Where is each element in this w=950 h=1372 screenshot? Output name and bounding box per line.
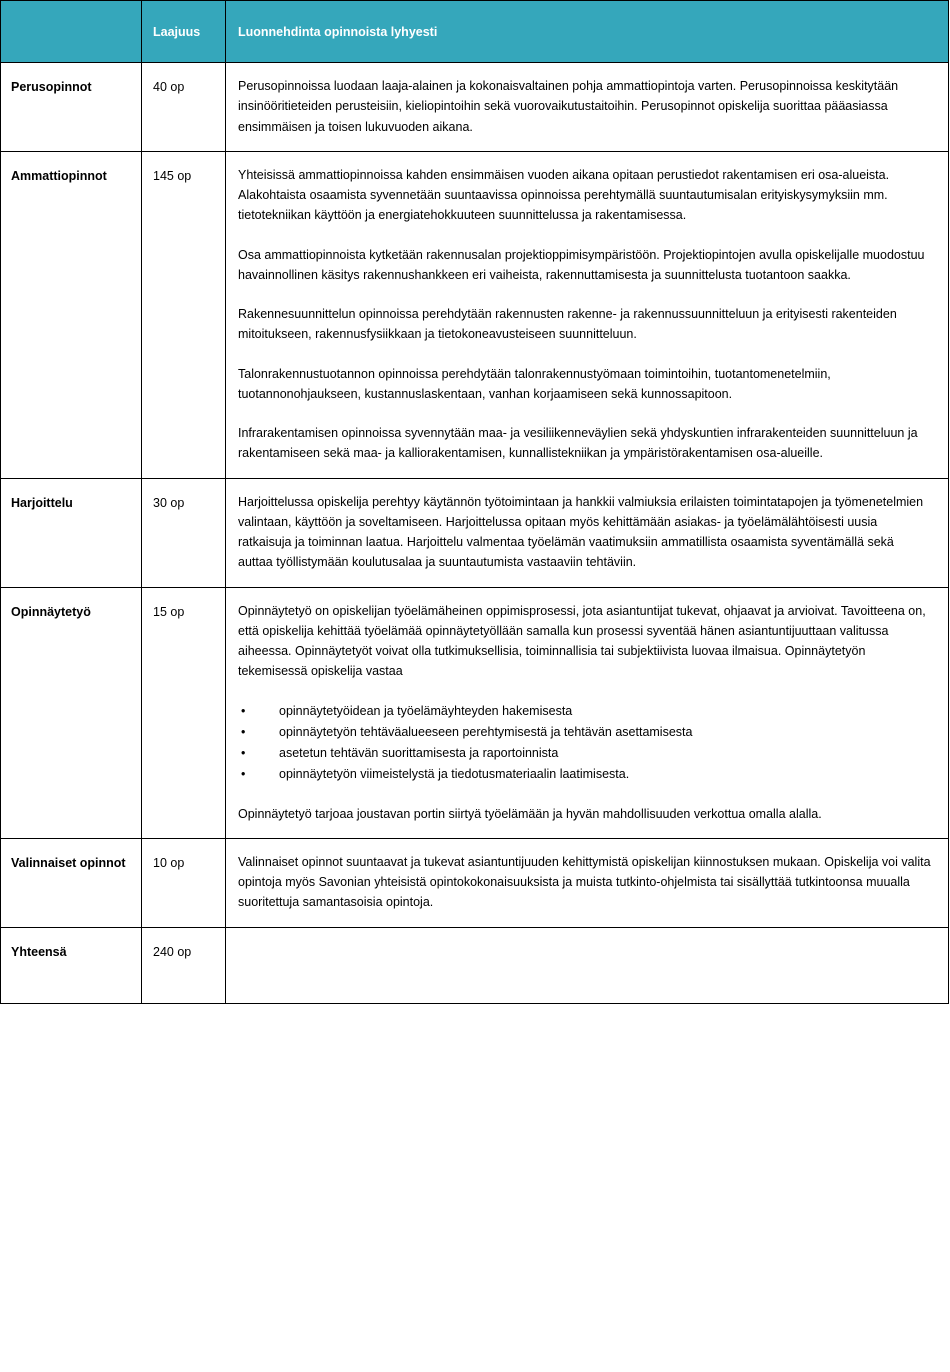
list-item: • opinnäytetyön tehtäväalueeseen perehtymisestä ja tehtävän asettamisesta: [238, 722, 932, 742]
row-name: Perusopinnot: [1, 63, 142, 152]
row-credits: 10 op: [142, 838, 226, 927]
description-paragraph: Osa ammattiopinnoista kytketään rakennusalan projektioppimisympäristöön. Projektiopintojen avulla opiskelijalle muodostuu havainnollinen käsitys rakennushankkeen eri vaiheista, rakennuttamisesta ja suunnittelusta tuotantoon saakka.: [238, 247, 925, 282]
description-bullet-list: [238, 701, 932, 785]
table-header-row: [1, 1, 949, 63]
description-paragraph: Opinnäytetyö on opiskelijan työelämäheinen oppimisprosessi, jota asiantuntijat tukevat, ohjaavat ja arvioivat. Tavoitteena on, että opiskelija kehittää työelämää opinnäytetyöllään samalla kun prosessi syventää hänen asiantuntijuuttaan valitussa aiheessa. Opinnäytetyöt voivat olla tutkimuksellisia, toiminnallisia tai subjektiivista luovaa ilmaisua. Opinnäytetyön tekemisessä opiskelija vastaa: [238, 603, 926, 679]
table-body: [1, 63, 949, 1004]
row-name: Yhteensä: [1, 927, 142, 1003]
description-paragraph: Perusopinnoissa luodaan laaja-alainen ja kokonaisvaltainen pohja ammattiopintoja varten. Perusopinnoissa keskitytään insinööritieteiden perusteisiin, kieliopintoihin sekä vuorovaikutustaitoihin. Perusopinnot opiskelija suorittaa pääasiassa ensimmäisen ja toisen lukuvuoden aikana.: [238, 79, 899, 134]
table-row-total: [1, 927, 949, 1003]
description-paragraph: Infrarakentamisen opinnoissa syvennytään maa- ja vesiliikenneväylien sekä yhdyskuntien infrarakenteiden suunnitteluun ja rakentamiseen sekä maa- ja kalliorakentamisen, kunnallistekniikan ja ympäristörakentamisen osa-alueille.: [238, 426, 918, 461]
row-credits: 15 op: [142, 587, 226, 838]
row-credits: 40 op: [142, 63, 226, 152]
description-paragraph: Rakennesuunnittelun opinnoissa perehdytään rakennusten rakenne- ja rakennussuunnitteluun ja erityisesti rakenteiden mitoitukseen, rakennusfysiikkaan ja tietokoneavusteiseen suunnitteluun.: [238, 307, 897, 342]
row-name: Valinnaiset opinnot: [1, 838, 142, 927]
table-row: [1, 63, 949, 152]
row-name: Ammattiopinnot: [1, 151, 142, 478]
list-item: • opinnäytetyön viimeistelystä ja tiedotusmateriaalin laatimisesta.: [238, 764, 932, 784]
description-paragraph: Valinnaiset opinnot suuntaavat ja tukevat asiantuntijuuden kehittymistä opiskelijan kiinnostuksen mukaan. Opiskelija voi valita opintoja myös Savonian yhteisistä opintokokonaisuuksista ja muista tutkinto-ohjelmista tai sisällyttää tutkintoonsa muualla suoritettuja samantasoisia opintoja.: [238, 854, 931, 910]
row-description: [226, 838, 949, 927]
row-description: [226, 927, 949, 1003]
row-credits: 30 op: [142, 478, 226, 587]
header-cell-name: [1, 1, 142, 63]
row-credits: 145 op: [142, 151, 226, 478]
description-closing-paragraph: Opinnäytetyö tarjoaa joustavan portin siirtyä työelämään ja hyvän mahdollisuuden verkottua omalla alalla.: [238, 806, 822, 821]
description-paragraph: Talonrakennustuotannon opinnoissa perehdytään talonrakennustyömaan toimintoihin, tuotantomenetelmiin, tuotannonohjaukseen, kustannuslaskentaan, vanhan korjaamiseen sekä kunnossapitoon.: [238, 366, 831, 401]
row-name: Opinnäytetyö: [1, 587, 142, 838]
row-credits: 240 op: [142, 927, 226, 1003]
row-description: [226, 478, 949, 587]
table-row: [1, 838, 949, 927]
list-item: • opinnäytetyöidean ja työelämäyhteyden hakemisesta: [238, 701, 932, 721]
list-item: • asetetun tehtävän suorittamisesta ja raportoinnista: [238, 743, 932, 763]
row-description: [226, 151, 949, 478]
description-paragraph: Yhteisissä ammattiopinnoissa kahden ensimmäisen vuoden aikana opitaan perustiedot rakentamisen eri osa-alueista. Alakohtaista osaamista syvennetään suuntaavissa opinnoissa perehtymällä suuntautumisalan erityiskysymyksiin mm. tietotekniikan käyttöön ja energiatehokkuuteen suunnittelussa ja rakentamisessa.: [238, 167, 890, 223]
row-description: [226, 63, 949, 152]
row-description: [226, 587, 949, 838]
table-header: [1, 1, 949, 63]
header-cell-credits: Laajuus: [142, 1, 226, 63]
header-cell-description: Luonnehdinta opinnoista lyhyesti: [226, 1, 949, 63]
table-row: [1, 587, 949, 838]
row-name: Harjoittelu: [1, 478, 142, 587]
description-paragraph: Harjoittelussa opiskelija perehtyy käytännön työtoimintaan ja hankkii valmiuksia erilaisten toimintatapojen ja työmenetelmien valintaan, käyttöön ja soveltamiseen. Harjoittelussa opitaan myös kehittämään asiakas- ja työelämälähtöisesti uusia ratkaisuja ja toiminnan laatua. Harjoittelu valmentaa työelämän vaatimuksiin ammatillista osaamista syventämällä sekä auttaa työllistymään koulutusalaa ja suuntautumista vastaaviin tehtäviin.: [238, 494, 924, 570]
table-row: [1, 151, 949, 478]
table-row: [1, 478, 949, 587]
